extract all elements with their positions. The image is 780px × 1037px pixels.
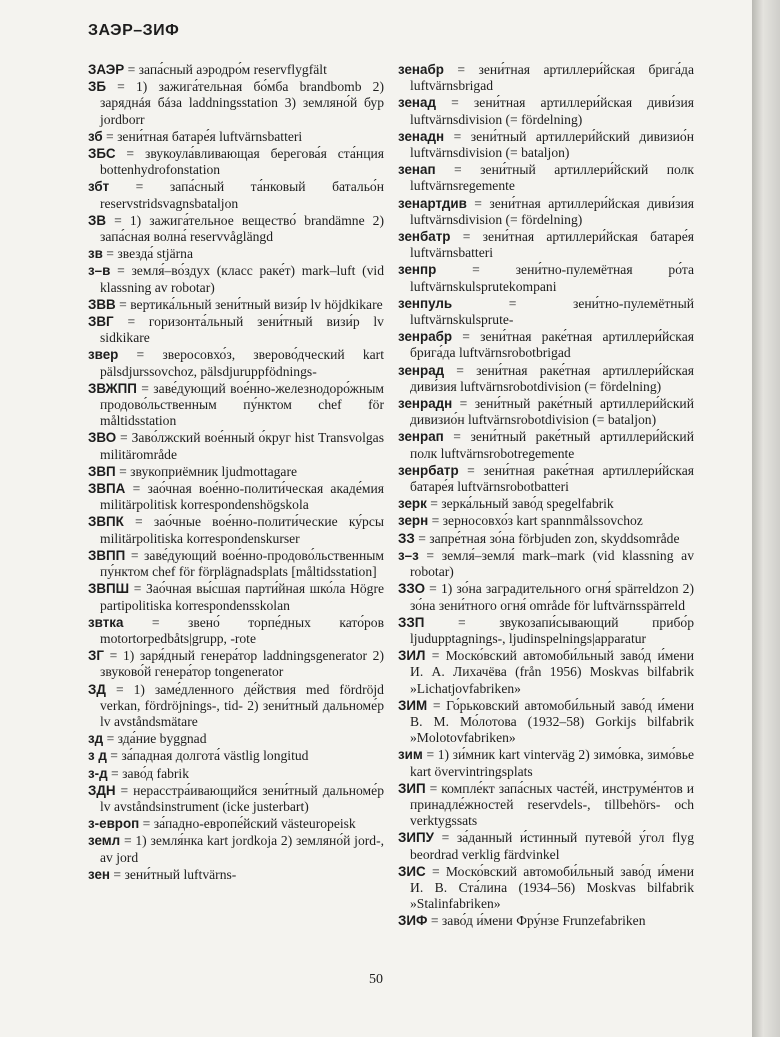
entry-headword: ЗВГ [88, 314, 114, 330]
entry-definition: = зени́тный артиллери́йский полк luftvärnsregemente [410, 162, 694, 194]
entry-headword: ЗИЛ [398, 648, 426, 664]
dictionary-entry [88, 146, 384, 178]
dictionary-entry [398, 864, 694, 913]
dictionary-entry [88, 867, 384, 883]
running-head: ЗАЭР–ЗИФ [88, 22, 180, 39]
dictionary-entry [88, 548, 384, 580]
entry-headword: ЗД [88, 681, 106, 697]
page-edge [752, 0, 780, 1037]
dictionary-entry [398, 781, 694, 830]
dictionary-entry [398, 531, 694, 547]
entry-definition: = зверосовхо́з, зверово́дческий kart pälsdjurssovchoz, pälsdjuruppfödnings- [100, 347, 384, 379]
entry-definition: = заво́д и́мени Фру́нзе Frunzefabriken [430, 913, 646, 929]
dictionary-entry [398, 698, 694, 747]
entry-headword: зенрадн [398, 396, 453, 412]
entry-headword: ЗВПП [88, 547, 126, 563]
dictionary-entry [88, 833, 384, 865]
dictionary-entry [88, 430, 384, 462]
dictionary-entry [398, 615, 694, 647]
entry-definition: = зени́тный luftvärns- [113, 866, 237, 882]
entry-definition: = звено́ торпе́дных като́ров motortorpedbåts|grupp, -rote [100, 614, 384, 646]
entry-headword: зерн [398, 513, 429, 529]
dictionary-entry [88, 514, 384, 546]
entry-headword: ЗИС [398, 863, 426, 879]
entry-definition: = зерносовхо́з kart spannmålssovchoz [431, 513, 643, 529]
entry-definition: = зени́тная батаре́я luftvärnsbatteri [106, 128, 303, 144]
entry-headword: ЗЗО [398, 581, 426, 597]
dictionary-entry [398, 296, 694, 328]
entry-definition: = звукоприёмник ljudmottagare [119, 463, 298, 479]
dictionary-entry [88, 481, 384, 513]
entry-headword: з д [88, 748, 107, 764]
entry-definition: = горизонта́льный зени́тный визи́р lv sidkikare [100, 314, 384, 346]
dictionary-entry [88, 79, 384, 128]
dictionary-entry [88, 682, 384, 731]
entry-headword: ЗИМ [398, 697, 428, 713]
entry-headword: з–з [398, 547, 419, 563]
entry-definition: = Заво́лжский вое́нный о́круг hist Transvolgas militärområde [100, 430, 384, 462]
right-column [398, 62, 694, 931]
dictionary-entry [398, 496, 694, 512]
entry-definition: = зао́чные вое́нно-полити́ческие ку́рсы militärpolitiska korrespondenskurser [100, 514, 384, 546]
entry-headword: з-европ [88, 816, 140, 832]
page-number: 50 [369, 972, 383, 987]
entry-headword: ЗИФ [398, 913, 428, 929]
entry-headword: зенпуль [398, 295, 453, 311]
dictionary-entry [398, 513, 694, 529]
entry-headword: зенадн [398, 128, 445, 144]
dictionary-entry [398, 95, 694, 127]
entry-headword: зенап [398, 162, 436, 178]
dictionary-entry [88, 731, 384, 747]
dictionary-entry [398, 396, 694, 428]
entry-definition: = зени́тный раке́тный артиллери́йский дивизио́н luftvärnsrobotdivision (= bataljon) [410, 396, 694, 428]
dictionary-entry [88, 62, 384, 78]
entry-definition: = зени́тно-пулемётный luftvärnskulsprute- [410, 295, 694, 328]
dictionary-entry [398, 913, 694, 929]
dictionary-entry [398, 429, 694, 461]
dictionary-entry [398, 162, 694, 194]
entry-headword: ЗВПК [88, 514, 124, 530]
entry-definition: = запа́сный аэродро́м reservflygfält [127, 62, 327, 77]
dictionary-entry [88, 581, 384, 613]
entry-definition: = заве́дующий вое́нно-продово́льственным пу́нктом chef för förplägnadsplats [måltidsstation] [100, 547, 384, 580]
dictionary-entry [398, 747, 694, 779]
dictionary-entry [398, 648, 694, 697]
dictionary-entry [88, 129, 384, 145]
entry-headword: ЗБС [88, 146, 116, 162]
dictionary-entry [88, 314, 384, 346]
entry-headword: зб [88, 128, 103, 144]
dictionary-entry [88, 783, 384, 815]
entry-definition: = зда́ние byggnad [106, 731, 207, 747]
entry-headword: зв [88, 246, 103, 262]
entry-definition: = вертика́льный зени́тный визи́р lv höjdkikare [119, 296, 383, 312]
entry-headword: ЗАЭР [88, 62, 125, 77]
entry-definition: = за́падная долгота́ västlig longitud [110, 748, 309, 764]
entry-definition: = Го́рьковский автомоби́льный заво́д и́мени В. М. Мо́лотова (1932–58) Gorkijs bilfabrik »Molotovfabriken» [410, 697, 694, 746]
entry-definition: = зени́тная раке́тная артиллери́йская диви́зия luftvärnsrobotdivision (= fördelning) [410, 362, 694, 394]
dictionary-entry [398, 363, 694, 395]
entry-definition: = Зао́чная вы́сшая парти́йная шко́ла Högre partipolitiska korrespondensskolan [100, 581, 384, 613]
dictionary-entry [398, 229, 694, 261]
entry-definition: = Моско́вский автомоби́льный заво́д и́мени И. В. Ста́лина (1934–56) Moskvas bilfabrik »Stalinfabriken» [410, 863, 694, 912]
entry-headword: ЗВП [88, 463, 116, 479]
entry-headword: зен [88, 866, 111, 882]
entry-headword: зенад [398, 95, 436, 111]
entry-definition: = нерасстра́ивающийся зени́тный дальноме́р lv avståndsinstrument (icke justerbart) [100, 782, 384, 814]
entry-headword: ЗВЖПП [88, 380, 137, 396]
entry-headword: звтка [88, 614, 124, 630]
dictionary-entry [398, 581, 694, 613]
dictionary-entry [88, 213, 384, 245]
entry-definition: = земля́–во́здух (класс раке́т) mark–luft (vid klassning av robotar) [100, 263, 384, 295]
entry-headword: зенабр [398, 62, 444, 77]
dictionary-entry [398, 262, 694, 294]
entry-headword: зенрап [398, 429, 444, 445]
entry-headword: зерк [398, 496, 427, 512]
entry-definition: = заво́д fabrik [111, 765, 190, 781]
entry-definition: = зени́тная артиллери́йская диви́зия luftvärnsdivision (= fördelning) [410, 195, 694, 227]
entry-headword: зенбатр [398, 229, 451, 245]
entry-definition: = 1) зо́на заградительного огня́ spärreldzon 2) зо́на зени́тного огня́ område för luftvärnsspärreld [410, 581, 694, 613]
dictionary-entry [88, 297, 384, 313]
entry-headword: ЗИПУ [398, 830, 434, 846]
entry-headword: ЗВВ [88, 296, 116, 312]
entry-headword: зим [398, 747, 423, 763]
entry-definition: = Моско́вский автомоби́льный заво́д и́мени И. А. Лихачёва (från 1956) Moskvas bilfabrik »Lichatjovfabriken» [410, 648, 694, 696]
entry-definition: = зени́тный раке́тный артиллери́йский полк luftvärnsrobotregemente [410, 429, 694, 461]
entry-headword: зенпр [398, 262, 437, 278]
entry-headword: земл [88, 833, 121, 849]
entry-definition: = запа́сный та́нковый батальо́н reservstridsvagnsbataljon [100, 179, 384, 211]
dictionary-entry [88, 648, 384, 680]
entry-headword: ЗИП [398, 780, 426, 796]
entry-definition: = 1) зажига́тельная бо́мба brandbomb 2) заряднáя бáза laddningsstation 3) земляно́й бур jordborr [100, 79, 384, 127]
entry-definition: = зени́тная раке́тная артиллери́йская батаре́я luftvärnsrobotbatteri [410, 462, 694, 495]
dictionary-entry [398, 463, 694, 495]
entry-definition: = зени́тная артиллери́йская батаре́я luftvärnsbatteri [410, 229, 694, 261]
entry-headword: ЗЗ [398, 530, 415, 546]
entry-headword: зд [88, 731, 104, 747]
entry-definition: = за́данный и́стинный путево́й у́гол flyg beordrad verklig färdvinkel [410, 830, 694, 862]
entry-definition: = земля́–земля́ mark–mark (vid klassning av robotar) [410, 547, 694, 580]
entry-definition: = 1) земля́нка kart jordkoja 2) земляно́й jord-, av jord [100, 833, 384, 865]
entry-headword: зенрбатр [398, 462, 459, 478]
entry-definition: = зени́тный артиллери́йский дивизио́н luftvärnsdivision (= bataljon) [410, 128, 694, 161]
dictionary-entry [88, 347, 384, 379]
entry-definition: = зени́тная артиллери́йская диви́зия luftvärnsdivision (= fördelning) [410, 95, 694, 127]
dictionary-entry [398, 830, 694, 862]
dictionary-entry [398, 129, 694, 161]
entry-definition: = 1) зажига́тельное вещество́ brandämne 2) запа́сная волна́ reservvåglängd [100, 212, 384, 245]
entry-headword: ЗВПА [88, 481, 126, 497]
entry-definition: = зао́чная вое́нно-полити́ческая акаде́мия militärpolitisk korrespondenshögskola [100, 481, 384, 513]
entry-definition: = звукозапи́сывающий прибо́р ljudupptagnings-, ljudinspelnings|apparatur [410, 614, 694, 646]
dictionary-entry [88, 748, 384, 764]
entry-definition: = за́падно-европе́йский västeuropeisk [142, 816, 356, 832]
entry-headword: ЗБ [88, 79, 107, 95]
entry-headword: ЗЗП [398, 614, 425, 630]
entry-headword: ЗВ [88, 212, 107, 228]
entry-definition: = звезда́ stjärna [106, 246, 193, 262]
entry-headword: з–в [88, 263, 111, 279]
entry-headword: ЗВПШ [88, 581, 130, 597]
dictionary-entry [88, 246, 384, 262]
entry-definition: = 1) заме́дленного де́йствия med fördröjd verkan, fördröjnings-, tid- 2) зени́тный дальноме́р lv avståndsmätare [100, 681, 384, 729]
dictionary-entry [398, 329, 694, 361]
dictionary-entry [88, 179, 384, 211]
entry-headword: зенартдив [398, 195, 467, 211]
dictionary-entry [88, 766, 384, 782]
dictionary-entry [88, 381, 384, 430]
dictionary-entry [88, 816, 384, 832]
entry-definition: = 1) заря́дный генера́тор laddningsgenerator 2) звуково́й генера́тор tongenerator [100, 648, 384, 680]
dictionary-entry [88, 464, 384, 480]
dictionary-entry [88, 615, 384, 647]
dictionary-entry [398, 548, 694, 580]
left-column [88, 62, 384, 884]
entry-headword: зенрабр [398, 329, 453, 345]
dictionary-entry [398, 196, 694, 228]
entry-headword: зенрад [398, 362, 445, 378]
entry-headword: ЗВО [88, 430, 117, 446]
entry-definition: = зерка́льный заво́д spegelfabrik [430, 496, 614, 512]
entry-definition: = 1) зи́мник kart vinterväg 2) зимо́вка, зимо́вье kart övervintringsplats [410, 747, 694, 779]
entry-definition: = запре́тная зо́на förbjuden zon, skyddsområde [418, 530, 680, 546]
entry-definition: = заве́дующий вое́нно-железнодоро́жным продово́льственным пу́нктом chef för måltidsstation [100, 380, 384, 429]
entry-headword: з-д [88, 765, 108, 781]
entry-definition: = звукоула́вливающая берегова́я ста́нция bottenhydrofonstation [100, 146, 384, 178]
dictionary-entry [398, 62, 694, 94]
dictionary-entry [88, 263, 384, 295]
entry-definition: = компле́кт запа́сных часте́й, инструме́нтов и принадле́жностей reservdels-, tillbehörs- och verktygssats [410, 780, 694, 829]
entry-definition: = зени́тная артиллери́йская брига́да luftvärnsbrigad [410, 62, 694, 94]
entry-definition: = зени́тно-пулемётная ро́та luftvärnskulsprutekompani [410, 262, 694, 294]
entry-definition: = зени́тная раке́тная артиллери́йская брига́да luftvärnsrobotbrigad [410, 329, 694, 361]
entry-headword: ЗДН [88, 782, 116, 798]
entry-headword: звер [88, 347, 119, 363]
entry-headword: ЗГ [88, 648, 104, 664]
entry-headword: збт [88, 179, 110, 195]
